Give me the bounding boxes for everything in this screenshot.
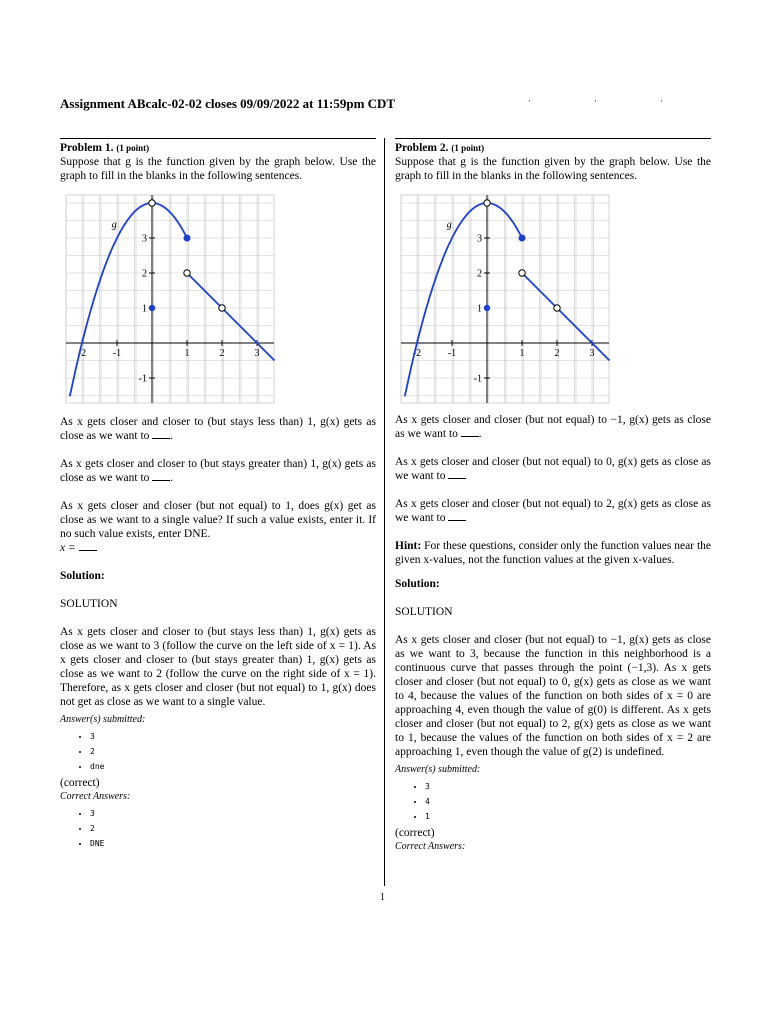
question-3 [60, 499, 376, 541]
correct-answers-label: Correct Answers: [60, 791, 131, 802]
grid-border [66, 195, 274, 403]
x-equals-label: x = [60, 542, 76, 554]
list-item: • 3 [90, 729, 376, 744]
solution-heading: Solution: [60, 570, 105, 582]
list-item: • 3 [425, 779, 711, 794]
y-tick-label: 2 [142, 268, 147, 280]
curve-label: g [111, 219, 117, 231]
x-tick-label: -2 [412, 348, 422, 359]
problem-intro: Suppose that g is the function given by the graph below. Use the graph to fill in the blanks in the following sentences. [60, 156, 376, 182]
answer-blank[interactable] [448, 469, 466, 479]
hint-text: For these questions, consider only the function values near the given x-values, not the function values at the given x-values. [395, 540, 711, 566]
x-tick-label: -2 [77, 348, 87, 359]
y-tick-label: -1 [138, 373, 147, 385]
answer-blank[interactable] [448, 511, 466, 521]
open-point [149, 200, 155, 206]
curve-right [184, 273, 275, 361]
question-2 [395, 455, 711, 483]
hint [395, 539, 711, 567]
column-divider [384, 138, 385, 886]
question-1-text: As x gets closer and closer to (but stays less than) 1, g(x) gets as close as we want to [60, 416, 376, 442]
problem-title [60, 141, 376, 155]
decorative-dot: · [594, 96, 597, 106]
closed-point [149, 305, 155, 311]
problem-intro: Suppose that g is the function given by the graph below. Use the graph to fill in the blanks in the following sentences. [395, 156, 711, 182]
submitted-answers [60, 729, 376, 774]
list-item: • 3 [90, 806, 376, 821]
correct-answers-label: Correct Answers: [395, 841, 466, 852]
problem-number: Problem 2. [395, 142, 449, 154]
open-point [519, 270, 525, 276]
problem-2 [395, 138, 711, 854]
question-1: As x gets closer and closer to (but stays less than) 1, g(x) gets as close as we want to . [60, 416, 376, 442]
solution-text: As x gets closer and closer to (but stays less than) 1, g(x) gets as close as we want to 3 (follow the curve on the left side of x = 1). As x gets closer and closer to (but stays greater than) 1, g(x) gets as close as we want to 2 (follow the curve on the right side of x = 1). Therefore, as x gets closer and closer (but not equal) to 1, g(x) does not get as close as we want to a single value. [60, 626, 376, 708]
x-tick-label: 2 [554, 348, 560, 359]
y-tick-label: 1 [142, 303, 147, 315]
question-2: As x gets closer and closer to (but stays greater than) 1, g(x) gets as close as we want to . [60, 458, 376, 484]
status-text: (correct) [60, 777, 100, 789]
solution-text: As x gets closer and closer (but not equal) to −1, g(x) gets as close as we want to 3, because the function in this neighborhood is a continuous curve that passes through the point (−1,3). As x gets closer and closer (but not equal) to 0, g(x) gets as close as we want to 4, because the values of the function on both sides of x = 0 are approaching 4, even though the value of g(0) is different. As x gets closer and closer (but not equal) to 2, g(x) gets as close as we want to 1, because the values of the function on both sides of x = 2 are approaching 1, even though the value of g(2) is undefined. [395, 634, 711, 758]
open-point [184, 270, 190, 276]
page-number: 1 [380, 892, 385, 903]
list-item: • 4 [425, 794, 711, 809]
submitted-answers [395, 779, 711, 824]
function-graph [60, 189, 280, 409]
y-tick-label: 3 [142, 233, 147, 245]
list-item: • 2 [90, 821, 376, 836]
x-tick-label: 3 [254, 348, 260, 359]
curve-right [519, 273, 610, 361]
y-tick-label: -1 [473, 373, 482, 385]
problem-points: (1 point) [451, 143, 485, 153]
problem-rule [395, 138, 711, 139]
list-item: • dne [90, 759, 376, 774]
closed-point [184, 235, 191, 242]
function-graph [395, 189, 615, 409]
solution-label: SOLUTION [60, 598, 118, 610]
answer-blank[interactable] [152, 471, 170, 481]
question-3 [395, 497, 711, 525]
y-tick-label: 2 [477, 268, 482, 280]
solution-label: SOLUTION [395, 606, 453, 618]
question-3-answer [60, 541, 376, 555]
x-tick-label: 1 [184, 348, 190, 359]
x-tick-label: 1 [519, 348, 525, 359]
hint-label: Hint: [395, 540, 422, 552]
open-point [484, 200, 490, 206]
y-tick-label: 1 [477, 303, 482, 315]
list-item: • DNE [90, 836, 376, 851]
solution-heading: Solution: [395, 578, 440, 590]
question-3-text: As x gets closer and closer (but not equal) to 1, does g(x) get as close as we want to a single value? If such a value exists, enter it. If no such value exists, enter DNE. [60, 500, 376, 540]
x-tick-label: 3 [589, 348, 595, 359]
status-text: (correct) [395, 827, 435, 839]
submitted-label: Answer(s) submitted: [60, 714, 146, 725]
open-point [554, 305, 560, 311]
grid-border [401, 195, 609, 403]
decorative-dot: · [660, 96, 663, 106]
curve-label: g [446, 219, 452, 231]
answer-blank[interactable] [461, 427, 479, 437]
open-point [219, 305, 225, 311]
question-2-text: As x gets closer and closer (but not equal) to 0, g(x) gets as close as we want to [395, 456, 711, 482]
x-tick-label: -1 [447, 348, 457, 359]
list-item: • 1 [425, 809, 711, 824]
question-1: As x gets closer and closer (but not equal) to −1, g(x) gets as close as we want to . [395, 414, 711, 440]
y-tick-label: 3 [477, 233, 482, 245]
answer-blank[interactable] [79, 541, 97, 551]
x-tick-label: 2 [219, 348, 225, 359]
question-3-text: As x gets closer and closer (but not equal) to 2, g(x) gets as close as we want to [395, 498, 711, 524]
answer-blank[interactable] [152, 429, 170, 439]
list-item: • 2 [90, 744, 376, 759]
submitted-label: Answer(s) submitted: [395, 764, 481, 775]
decorative-dot: · [528, 96, 531, 106]
question-1-text: As x gets closer and closer (but not equal) to −1, g(x) gets as close as we want to [395, 414, 711, 440]
problem-points: (1 point) [116, 143, 150, 153]
problem-1 [60, 138, 376, 853]
correct-answers [60, 806, 376, 851]
problem-number: Problem 1. [60, 142, 114, 154]
closed-point [484, 305, 490, 311]
x-tick-label: -1 [112, 348, 122, 359]
closed-point [519, 235, 526, 242]
assignment-title: Assignment ABcalc-02-02 closes 09/09/2022 at 11:59pm CDT [60, 96, 396, 111]
question-2-text: As x gets closer and closer to (but stays greater than) 1, g(x) gets as close as we want to [60, 458, 376, 484]
problem-rule [60, 138, 376, 139]
problem-title [395, 141, 711, 155]
